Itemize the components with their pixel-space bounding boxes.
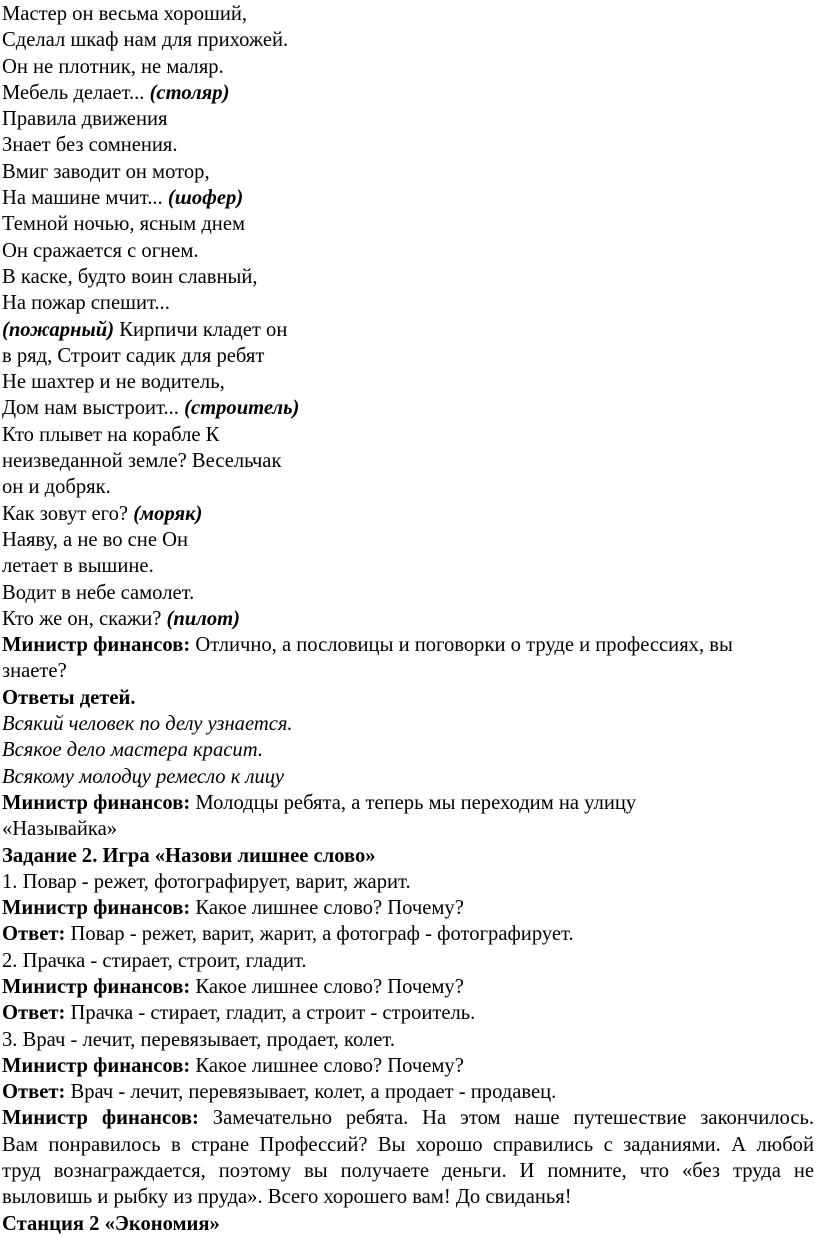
bold-text: Министр финансов: [2,1107,199,1130]
text-line [2,658,814,684]
text-line [2,1053,814,1079]
text-line [2,369,814,395]
text-line [2,711,814,737]
text-line [2,238,814,264]
text-line [2,843,814,869]
text-line [2,264,814,290]
text-run: В каске, будто воин славный, [2,265,258,288]
text-run: Он не плотник, не маляр. [2,55,224,78]
text-run: Кто плывет на корабле К [2,423,220,446]
text-line [2,317,814,343]
text-run: Темной ночью, ясным днем [2,213,245,236]
text-line [2,343,814,369]
text-run: Вмиг заводит он мотор, [2,160,210,183]
text-line [2,211,814,237]
text-run: Кто же он, скажи? [2,607,167,630]
text-run: Водит в небе самолет. [2,581,195,604]
text-run: выловишь и рыбку из пруда». Всего хорошего вам! До свиданья! [2,1186,572,1209]
text-run: Наяву, а не во сне Он [2,528,189,551]
text-line [2,869,814,895]
text-line [2,54,814,80]
text-run: неизведанной земле? Весельчак [2,450,282,473]
text-line [2,290,814,316]
text-line [2,632,814,658]
text-run: Правила движения [2,108,168,131]
text-run: Как зовут его? [2,502,134,525]
text-run: Кирпичи кладет он [114,318,288,341]
text-line [2,737,814,763]
bold-text: Ответы детей. [2,686,136,709]
text-line [2,921,814,947]
bold-text: Министр финансов: [2,791,191,814]
text-run: Повар - режет, варит, жарит, а фотограф - фотографирует. [65,923,574,946]
text-run: Какое лишнее слово? Почему? [190,897,464,920]
text-line [2,685,814,711]
answer-text: (строитель) [184,397,300,420]
text-line [2,580,814,606]
text-run: Вам понравилось в стране Профессий? Вы хорошо справились с заданиями. А любой [2,1133,814,1156]
answer-text: (пожарный) [2,318,115,341]
text-run: Врач - лечит, перевязывает, колет, а продает - продавец. [65,1081,557,1104]
text-run: Отлично, а пословицы и поговорки о труде и профессиях, вы [190,634,733,657]
text-line [2,422,814,448]
text-run: Прачка - стирает, гладит, а строит - строитель. [65,1002,476,1025]
text-run: Какое лишнее слово? Почему? [190,1054,464,1077]
bold-text: Министр финансов: [2,634,191,657]
italic-text: Всякий человек по делу узнается. [2,713,293,736]
text-run: в ряд, Строит садик для ребят [2,344,265,367]
text-line [2,132,814,158]
text-line [2,1000,814,1026]
text-run: На пожар спешит... [2,292,170,315]
text-line [2,448,814,474]
text-line [2,764,814,790]
text-run: Мастер он весьма хороший, [2,3,248,25]
text-run: Мебель делает... [2,81,150,104]
text-run: знаете? [2,660,67,683]
text-line [2,527,814,553]
text-line [2,395,814,421]
answer-text: (столяр) [149,81,230,104]
text-line [2,948,814,974]
text-run: Дом нам выстроит... [2,397,185,420]
answer-text: (моряк) [133,502,203,525]
italic-text: Всякое дело мастера красит. [2,739,263,762]
bold-text: Министр финансов: [2,975,191,998]
text-line [2,106,814,132]
text-line [2,1105,814,1131]
text-run: Знает без сомнения. [2,134,178,157]
text-line [2,501,814,527]
text-run: Не шахтер и не водитель, [2,371,225,394]
text-line [2,1132,814,1158]
italic-text: Всякому молодцу ремесло к лицу [2,765,284,788]
text-line [2,1027,814,1053]
text-run: 3. Врач - лечит, перевязывает, продает, колет. [2,1028,395,1051]
text-line [2,553,814,579]
text-line [2,185,814,211]
text-line [2,1,814,27]
text-run: Сделал шкаф нам для прихожей. [2,29,289,52]
text-line [2,816,814,842]
bold-text: Ответ: [2,923,66,946]
text-line [2,27,814,53]
text-run: Замечательно ребята. На этом наше путешествие закончилось. [198,1107,814,1130]
text-line [2,974,814,1000]
bold-text: Ответ: [2,1002,66,1025]
text-run: 1. Повар - режет, фотографирует, варит, жарит. [2,870,411,893]
text-line [2,790,814,816]
text-run: На машине мчит... [2,187,168,210]
text-line [2,159,814,185]
text-run: «Называйка» [2,818,118,841]
answer-text: (пилот) [166,607,241,630]
text-run: труд вознаграждается, поэтому вы получаете деньги. И помните, что «без труда не [2,1160,814,1183]
text-line [2,606,814,632]
text-run: он и добряк. [2,476,111,499]
text-line [2,895,814,921]
text-run: 2. Прачка - стирает, строит, гладит. [2,949,307,972]
text-line [2,1211,814,1237]
text-line [2,1184,814,1210]
bold-text: Министр финансов: [2,1054,191,1077]
text-line [2,80,814,106]
bold-text: Задание 2. Игра «Назови лишнее слово» [2,844,376,867]
text-run: летает в вышине. [2,555,154,578]
text-run: Он сражается с огнем. [2,239,199,262]
bold-text: Станция 2 «Экономия» [2,1212,220,1235]
text-run: Молодцы ребята, а теперь мы переходим на улицу [190,791,637,814]
text-line [2,474,814,500]
text-run: Какое лишнее слово? Почему? [190,975,464,998]
text-line [2,1158,814,1184]
document-page [2,1,814,1237]
answer-text: (шофер) [167,187,244,210]
bold-text: Ответ: [2,1081,66,1104]
bold-text: Министр финансов: [2,897,191,920]
text-line [2,1079,814,1105]
